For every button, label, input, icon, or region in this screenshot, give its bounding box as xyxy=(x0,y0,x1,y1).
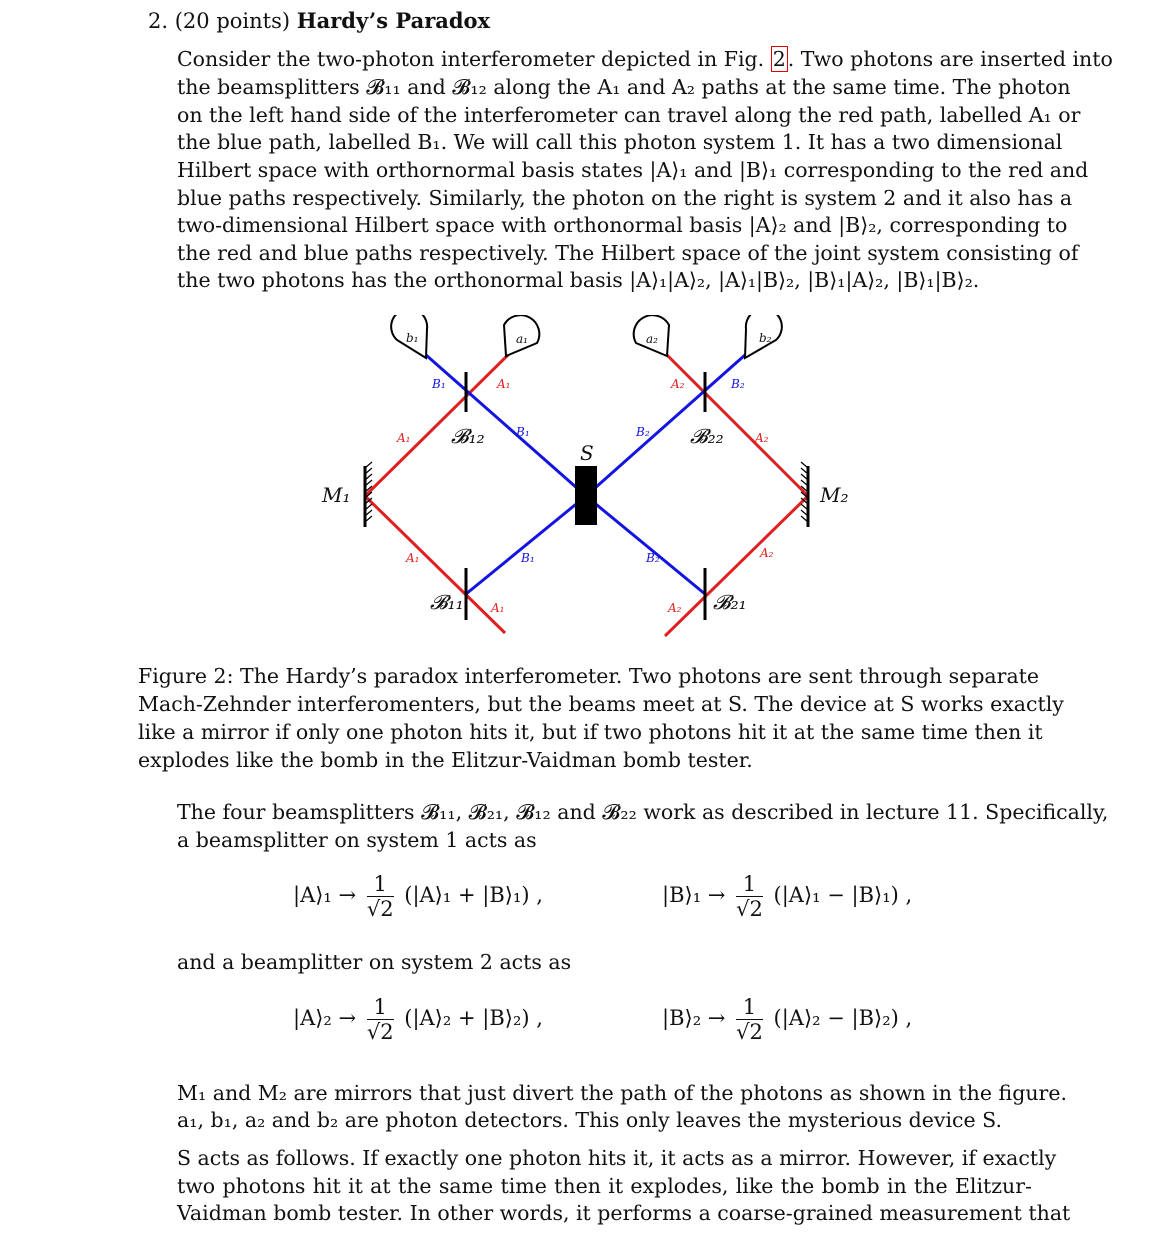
caption-line: like a mirror if only one photon hits it, but if two photons hit it at the same time then it xyxy=(138,720,1043,744)
blue-path-b2-lower xyxy=(586,496,705,594)
path-label-a2: A₂ xyxy=(755,431,769,445)
problem-title: Hardy’s Paradox xyxy=(296,8,491,33)
splitter-b21-label: 𝓑₂₁ xyxy=(713,590,747,614)
intro-line: two-dimensional Hilbert space with orthonormal basis |A⟩₂ and |B⟩₂, corresponding to xyxy=(177,213,1068,237)
body-line: a₁, b₁, a₂ and b₂ are photon detectors. This only leaves the mysterious device S. xyxy=(177,1108,1003,1132)
blue-path-b1-lower xyxy=(466,496,586,594)
interferometer-figure xyxy=(0,315,1170,645)
figure-ref-link[interactable]: 2 xyxy=(772,47,786,71)
path-label-a1: A₁ xyxy=(497,377,511,391)
caption-line: explodes like the bomb in the Elitzur-Vaidman bomb tester. xyxy=(138,748,753,772)
problem-heading xyxy=(148,8,490,33)
red-path-a2-lower xyxy=(665,496,808,636)
body-line: Vaidman bomb tester. In other words, it performs a coarse-grained measurement that xyxy=(177,1201,1071,1225)
red-path-a2-upper xyxy=(665,353,808,496)
path-label-b1: B₁ xyxy=(432,377,446,391)
intro-line: the red and blue paths respectively. The Hilbert space of the joint system consisting of xyxy=(177,241,1079,265)
splitter-b22-label: 𝓑₂₂ xyxy=(690,424,724,448)
path-label-a1: A₁ xyxy=(406,551,420,565)
path-label-a2: A₂ xyxy=(671,377,685,391)
body-line: M₁ and M₂ are mirrors that just divert the path of the photons as shown in the figure. xyxy=(177,1081,1067,1105)
equation-a1: |A⟩₁ → $\frac{1}{√2}$ (|A⟩₁ + |B⟩₁) , xyxy=(293,872,543,921)
path-label-a1: A₁ xyxy=(491,601,505,615)
problem-points: (20 points) xyxy=(174,9,291,33)
intro-line: the blue path, labelled B₁. We will call this photon system 1. It has a two dimensional xyxy=(177,130,1063,154)
equation-b1: |B⟩₁ → $\frac{1}{√2}$ (|A⟩₁ − |B⟩₁) , xyxy=(662,872,913,921)
equation-a2: |A⟩₂ → $\frac{1}{√2}$ (|A⟩₂ + |B⟩₂) , xyxy=(293,995,543,1044)
path-label-b2: B₂ xyxy=(646,551,660,565)
detector-b2-label: b₂ xyxy=(759,331,772,345)
intro-line: blue paths respectively. Similarly, the photon on the right is system 2 and it also has a xyxy=(177,186,1073,210)
detector-a2-label: a₂ xyxy=(646,332,658,346)
device-s xyxy=(575,466,597,525)
detectors xyxy=(391,315,782,358)
caption-line: Mach-Zehnder interferomenters, but the beams meet at S. The device at S works exactly xyxy=(138,692,1064,716)
equation-b2: |B⟩₂ → $\frac{1}{√2}$ (|A⟩₂ − |B⟩₂) , xyxy=(662,995,913,1044)
body-line: The four beamsplitters 𝓑₁₁, 𝓑₂₁, 𝓑₁₂ and 𝓑₂₂ work as described in lecture 11. Specifically, xyxy=(177,800,1109,824)
detector-a1-label: a₁ xyxy=(516,332,528,346)
mirror-m1 xyxy=(365,462,372,527)
mirror-m2 xyxy=(801,462,808,527)
path-label-a1: A₁ xyxy=(397,431,411,445)
intro-line: on the left hand side of the interferometer can travel along the red path, labelled A₁ or xyxy=(177,103,1081,127)
intro-line: Hilbert space with orthornormal basis states |A⟩₁ and |B⟩₁ corresponding to the red and xyxy=(177,158,1089,182)
detector-b1-label: b₁ xyxy=(406,331,419,345)
path-label-b2: B₂ xyxy=(731,377,745,391)
device-s-label: S xyxy=(580,441,594,465)
mirror-m2-label: M₂ xyxy=(820,483,849,507)
mirror-m1-label: M₁ xyxy=(322,483,351,507)
body-line: and a beamplitter on system 2 acts as xyxy=(177,950,572,974)
path-label-b2: B₂ xyxy=(636,425,650,439)
splitter-b11-label: 𝓑₁₁ xyxy=(430,590,464,614)
path-label-a2: A₂ xyxy=(668,601,682,615)
splitter-b12-label: 𝓑₁₂ xyxy=(451,424,485,448)
intro-line: the beamsplitters 𝓑₁₁ and 𝓑₁₂ along the A₁ and A₂ paths at the same time. The photon xyxy=(177,75,1071,99)
path-label-b1: B₁ xyxy=(516,425,530,439)
path-label-a2: A₂ xyxy=(760,546,774,560)
red-path-a1-upper xyxy=(365,353,510,496)
caption-line: Figure 2: The Hardy’s paradox interferometer. Two photons are sent through separate xyxy=(138,664,1040,688)
body-line: a beamsplitter on system 1 acts as xyxy=(177,828,537,852)
body-line: two photons hit it at the same time then it explodes, like the bomb in the Elitzur- xyxy=(177,1174,1032,1198)
problem-number: 2. xyxy=(148,9,169,33)
intro-line: Consider the two-photon interferometer depicted in Fig. 2. Two photons are inserted into xyxy=(177,47,1113,71)
intro-line: the two photons has the orthonormal basis |A⟩₁|A⟩₂, |A⟩₁|B⟩₂, |B⟩₁|A⟩₂, |B⟩₁|B⟩₂. xyxy=(177,268,980,292)
path-label-b1: B₁ xyxy=(521,551,535,565)
body-line: S acts as follows. If exactly one photon hits it, it acts as a mirror. However, if exactly xyxy=(177,1146,1057,1170)
